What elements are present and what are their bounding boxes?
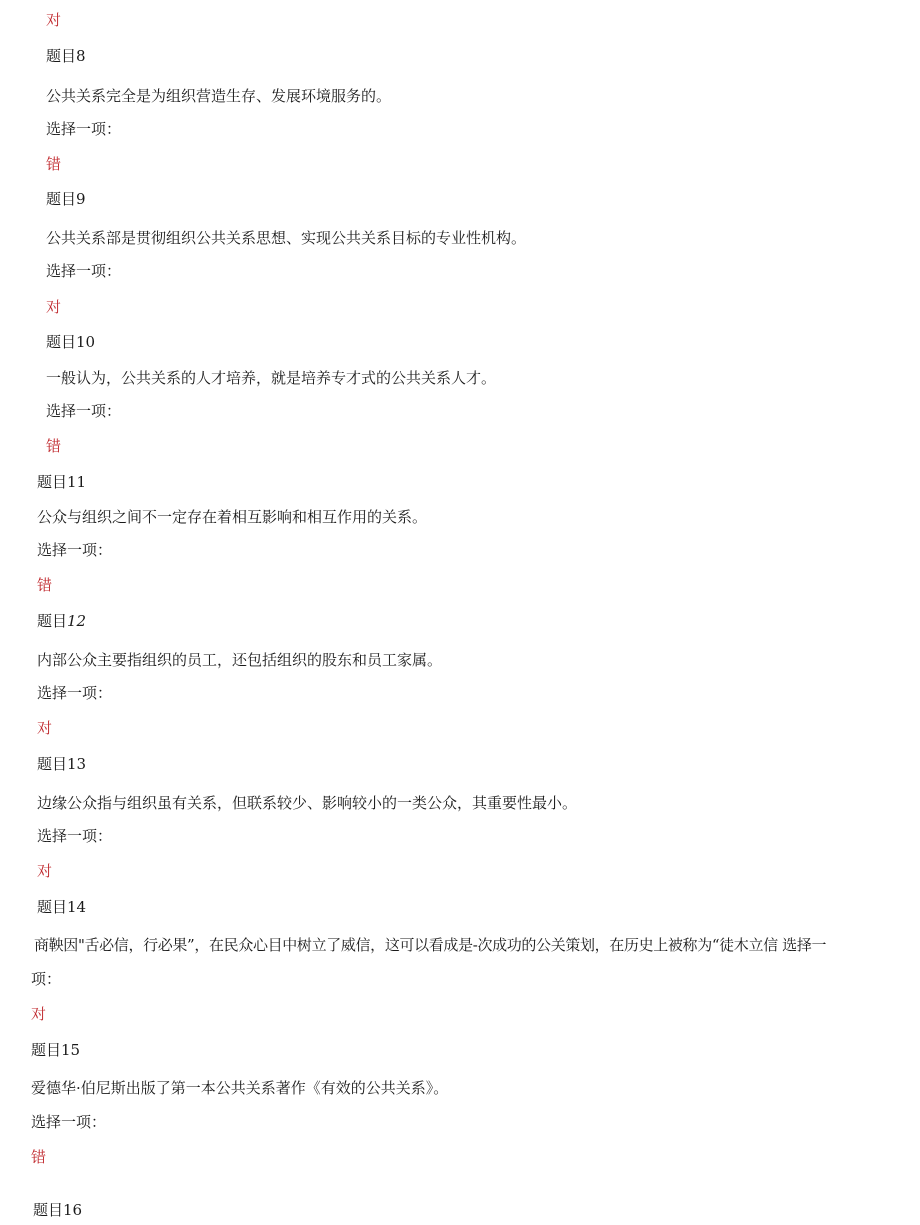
question-text: 一般认为，公共关系的人才培养，就是培养专才式的公共关系人才。	[46, 369, 497, 387]
question-text: 商鞅因"舌必信，行必果”，在民众心目中树立了威信，这可以看成是-次成功的公关策划，在历史上被称为“徒木立信 选择一	[34, 936, 827, 954]
question-text: 内部公众主要指组织的员工，还包括组织的股东和员工家属。	[37, 651, 443, 669]
question-label: 题目10	[46, 333, 96, 351]
question-label: 题目9	[46, 190, 86, 208]
answer-text: 对	[31, 1005, 47, 1023]
answer-text: 错	[46, 437, 62, 455]
answer-text: 对	[37, 862, 53, 880]
answer-text: 错	[46, 155, 62, 173]
question-label: 题目8	[46, 47, 86, 65]
question-label: 题目16	[33, 1201, 83, 1219]
question-label	[37, 611, 86, 631]
choose-prompt: 选择一项：	[37, 827, 113, 845]
choose-prompt: 选择一项：	[46, 120, 122, 138]
question-label: 题目15	[31, 1041, 81, 1059]
answer-text: 对	[37, 719, 53, 737]
choose-prompt: 选择一项：	[37, 684, 113, 702]
answer-text: 错	[37, 576, 53, 594]
question-text: 公众与组织之间不一定存在着相互影响和相互作用的关系。	[37, 508, 428, 526]
choose-prompt: 选择一项：	[46, 262, 122, 280]
question-label: 题目14	[37, 898, 87, 916]
question-label-number: 12	[67, 612, 87, 630]
question-text: 边缘公众指与组织虽有关系，但联系较少、影响较小的一类公众，其重要性最小。	[37, 794, 578, 812]
question-label-prefix: 题目	[37, 612, 68, 630]
choose-prompt: 选择一项：	[46, 402, 122, 420]
question-label: 题目11	[37, 473, 87, 491]
question-label: 题目13	[37, 755, 87, 773]
answer-text: 错	[31, 1148, 47, 1166]
question-text-continued: 项：	[31, 970, 62, 988]
answer-text: 对	[46, 11, 62, 29]
choose-prompt: 选择一项：	[31, 1113, 107, 1131]
choose-prompt: 选择一项：	[37, 541, 113, 559]
question-text: 爱德华·伯尼斯出版了第一本公共关系著作《有效的公共关系》。	[31, 1079, 449, 1097]
question-text: 公共关系部是贯彻组织公共关系思想、实现公共关系目标的专业性机构。	[46, 229, 527, 247]
question-text: 公共关系完全是为组织营造生存、发展环境服务的。	[46, 87, 392, 105]
answer-text: 对	[46, 298, 62, 316]
